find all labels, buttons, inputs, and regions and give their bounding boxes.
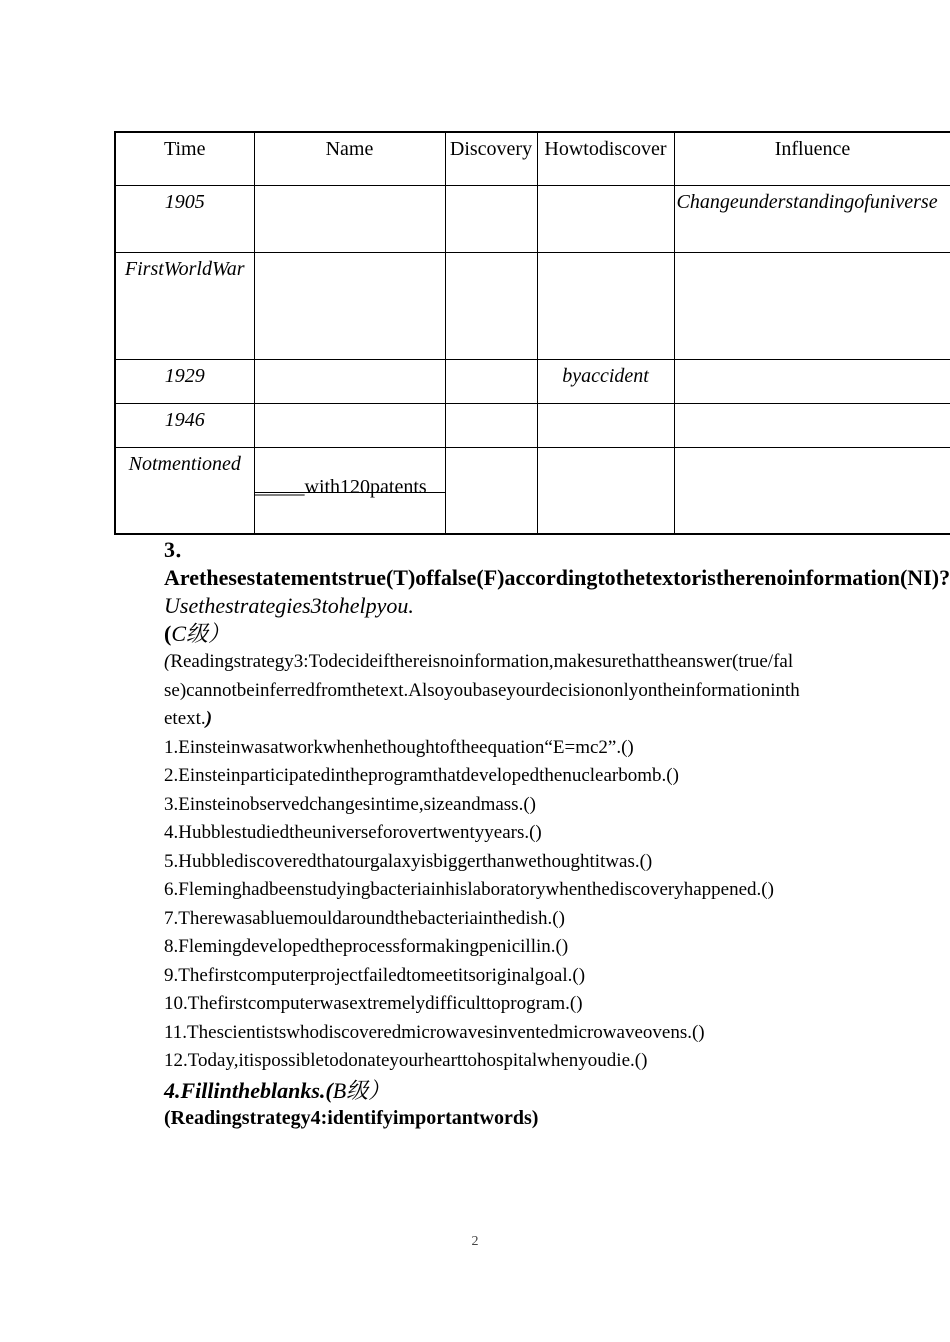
strategy-open: ( xyxy=(164,651,171,672)
cell-discovery[interactable] xyxy=(445,359,537,403)
question-item: 6.Fleminghadbeenstudyingbacteriainhislaboratorywhenthediscoveryhappened.() xyxy=(164,879,774,900)
question-item: 2.Einsteinparticipatedintheprogramthatdevelopedthenuclearbomb.() xyxy=(164,765,679,786)
cell-how: byaccident xyxy=(537,359,674,403)
page-number: 2 xyxy=(471,1234,479,1249)
cell-name[interactable] xyxy=(254,447,445,534)
cell-how[interactable] xyxy=(537,447,674,534)
header-name: Name xyxy=(254,132,445,185)
section4-title: 4.Fillintheblanks.( xyxy=(164,1077,333,1103)
question-item: 5.Hubblediscoveredthatourgalaxyisbiggerthanwethoughtitwas.() xyxy=(164,850,653,872)
exercise-body xyxy=(164,536,950,1132)
cell-time: Notmentioned xyxy=(115,447,254,534)
header-influence: Influence xyxy=(674,132,950,185)
section4-level: B级） xyxy=(332,1077,391,1103)
question-item: 3.Einsteinobservedchangesintime,sizeandmass.() xyxy=(164,793,536,815)
cell-influence[interactable] xyxy=(674,447,950,534)
section3-title: Arethesestatementstrue(T)offalse(F)accordingtothetextoristherenoinformation(NI)? xyxy=(164,565,950,590)
question-item: 9.Thefirstcomputerprojectfailedtomeetitsoriginalgoal.() xyxy=(164,964,586,986)
cell-time: 1905 xyxy=(115,185,254,252)
cell-influence[interactable] xyxy=(674,359,950,403)
name-blank: _____ xyxy=(254,475,305,498)
name-fill-in xyxy=(255,476,427,498)
cell-time: 1946 xyxy=(115,403,254,447)
section3-instruction: Usethestrategies3tohelpyou. xyxy=(164,593,414,618)
cell-discovery[interactable] xyxy=(445,252,537,359)
section3-heading xyxy=(164,536,950,648)
cell-how[interactable] xyxy=(537,403,674,447)
table-header-row xyxy=(115,132,950,185)
cell-how[interactable] xyxy=(537,252,674,359)
section3-level: C级） xyxy=(171,621,231,646)
cell-discovery[interactable] xyxy=(445,447,537,534)
question-item: 7.Therewasabluemouldaroundthebacteriainthedish.() xyxy=(164,907,565,929)
table-row xyxy=(115,403,950,447)
cell-time: FirstWorldWar xyxy=(115,252,254,359)
table-row xyxy=(115,359,950,403)
section3-number: 3． xyxy=(164,537,198,562)
question-item: 10.Thefirstcomputerwasextremelydifficulttoprogram.() xyxy=(164,993,583,1014)
cell-time: 1929 xyxy=(115,359,254,403)
cell-influence: Changeunderstandingofuniverse xyxy=(674,185,950,252)
reading-strategy-4: (Readingstrategy4:identifyimportantwords) xyxy=(164,1106,539,1129)
table-row xyxy=(115,185,950,252)
discovery-table xyxy=(114,131,950,535)
reading-strategy-3 xyxy=(164,648,800,734)
table-row xyxy=(115,447,950,534)
header-discovery: Discovery xyxy=(445,132,537,185)
cell-name[interactable] xyxy=(254,252,445,359)
cell-influence[interactable] xyxy=(674,252,950,359)
cell-influence[interactable] xyxy=(674,403,950,447)
header-how: Howtodiscover xyxy=(537,132,674,185)
cell-name[interactable] xyxy=(254,185,445,252)
strategy-close: ) xyxy=(205,708,213,729)
name-suffix: with120patents xyxy=(304,475,427,498)
cell-discovery[interactable] xyxy=(445,185,537,252)
cell-discovery[interactable] xyxy=(445,403,537,447)
cell-name[interactable] xyxy=(254,403,445,447)
header-time: Time xyxy=(115,132,254,185)
cell-name[interactable] xyxy=(254,359,445,403)
question-item: 12.Today,itispossibletodonateyourhearttohospitalwhenyoudie.() xyxy=(164,1050,648,1071)
cell-how[interactable] xyxy=(537,185,674,252)
section4-heading xyxy=(164,1076,800,1105)
strategy-text: Readingstrategy3:Todecideifthereisnoinformation,makesurethattheanswer(true/false)cannotbeinferredfromthetext.Alsoyoubaseyourdecisiononlyontheinformationinthetext. xyxy=(164,651,800,729)
question-item: 1.Einsteinwasatworkwhenhethoughtoftheequation“E=mc2”.() xyxy=(164,736,634,758)
question-item: 11.Thescientistswhodiscoveredmicrowavesinventedmicrowaveovens.() xyxy=(164,1021,705,1043)
cell-divider-line xyxy=(255,492,445,493)
question-item: 8.Flemingdevelopedtheprocessformakingpenicillin.() xyxy=(164,936,569,957)
question-item: 4.Hubblestudiedtheuniverseforovertwentyyears.() xyxy=(164,822,542,843)
table-row xyxy=(115,252,950,359)
level-open: ( xyxy=(164,621,172,646)
